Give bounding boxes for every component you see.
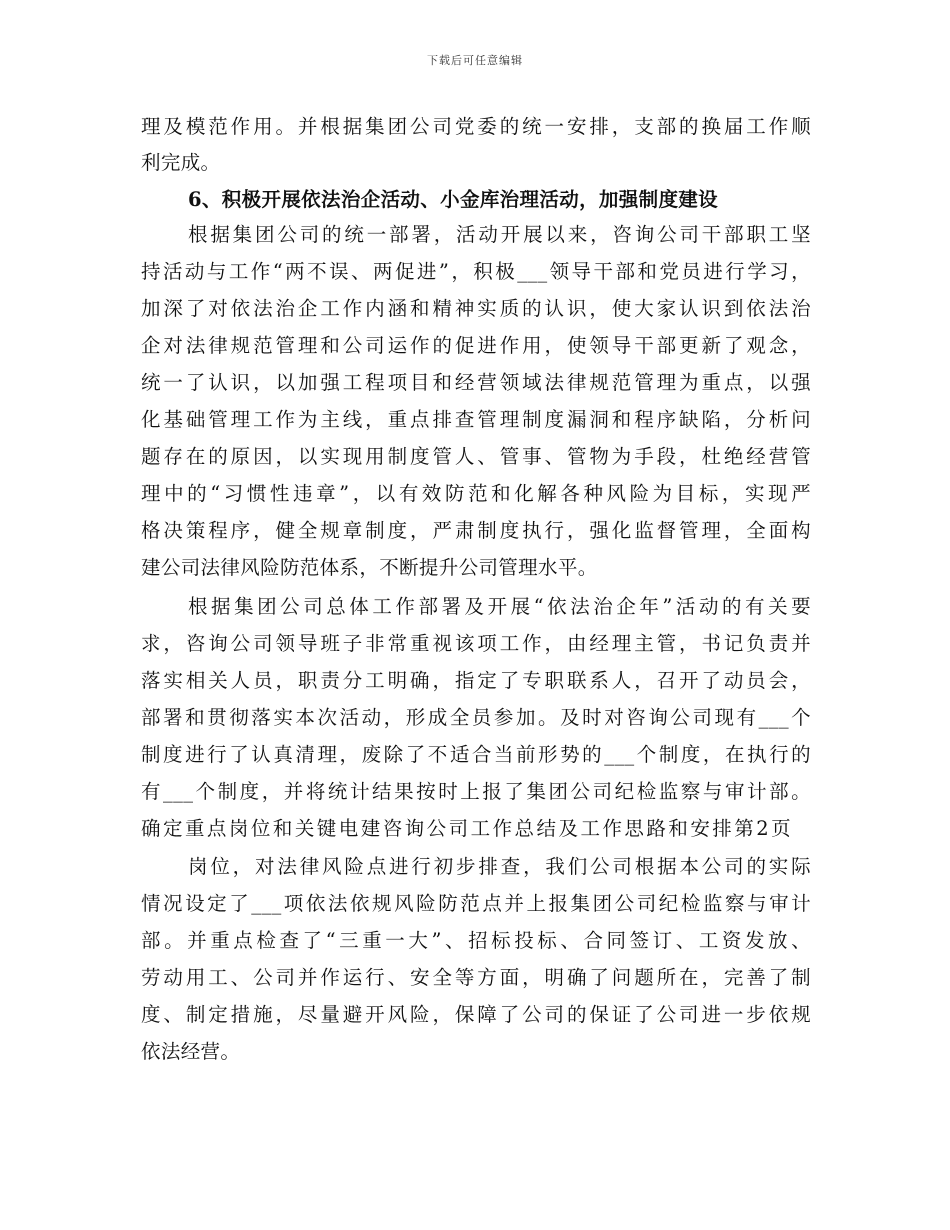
paragraph-line: 制度进行了认真清理，废除了不适合当前形势的___个制度，在执行的 — [141, 743, 811, 766]
paragraph-line: 根据集团公司的统一部署，活动开展以来，咨询公司干部职工坚 — [188, 223, 811, 246]
page-footer-line: 确定重点岗位和关键电建咨询公司工作总结及工作思路和安排第2页 — [141, 817, 791, 840]
paragraph-line: 岗位，对法律风险点进行初步排查，我们公司根据本公司的实际 — [188, 855, 811, 878]
paragraph-line: 有___个制度，并将统计结果按时上报了集团公司纪检监察与审计部。 — [141, 780, 811, 803]
paragraph-line: 格决策程序，健全规章制度，严肃制度执行，强化监督管理，全面构 — [141, 519, 811, 542]
paragraph-line: 理中的“习惯性违章”，以有效防范和化解各种风险为目标，实现严 — [141, 482, 811, 505]
paragraph-line: 题存在的原因，以实现用制度管人、管事、管物为手段，杜绝经营管 — [141, 445, 811, 468]
header-note: 下载后可任意编辑 — [427, 54, 523, 67]
paragraph-line: 持活动与工作“两不误、两促进”，积极___领导干部和党员进行学习， — [141, 260, 811, 283]
paragraph-line: 落实相关人员，职责分工明确，指定了专职联系人，召开了动员会， — [141, 669, 811, 692]
paragraph-line: 求，咨询公司领导班子非常重视该项工作，由经理主管，书记负责并 — [141, 632, 811, 655]
paragraph-line: 加深了对依法治企工作内涵和精神实质的认识，使大家认识到依法治 — [141, 297, 811, 320]
paragraph-line: 部。并重点检查了“三重一大”、招标投标、合同签订、工资发放、 — [141, 929, 811, 952]
section-heading: 6、积极开展依法治企活动、小金库治理活动，加强制度建设 — [188, 188, 719, 211]
paragraph-line: 化基础管理工作为主线，重点排查管理制度漏洞和程序缺陷，分析问 — [141, 408, 811, 431]
paragraph-line: 建公司法律风险防范体系，不断提升公司管理水平。 — [141, 556, 598, 579]
paragraph-line: 统一了认识，以加强工程项目和经营领域法律规范管理为重点，以强 — [141, 371, 811, 394]
paragraph-line: 依法经营。 — [141, 1040, 241, 1063]
paragraph-line: 利完成。 — [141, 151, 221, 174]
paragraph-line: 根据集团公司总体工作部署及开展“依法治企年”活动的有关要 — [188, 595, 811, 618]
paragraph-line: 情况设定了___项依法依规风险防范点并上报集团公司纪检监察与审计 — [141, 892, 811, 915]
paragraph-line: 劳动用工、公司并作运行、安全等方面，明确了问题所在，完善了制 — [141, 966, 811, 989]
paragraph-line: 理及模范作用。并根据集团公司党委的统一安排，支部的换届工作顺 — [141, 115, 811, 138]
paragraph-line: 度、制定措施，尽量避开风险，保障了公司的保证了公司进一步依规 — [141, 1003, 811, 1026]
paragraph-line: 企对法律规范管理和公司运作的促进作用，使领导干部更新了观念， — [141, 334, 811, 357]
paragraph-line: 部署和贯彻落实本次活动，形成全员参加。及时对咨询公司现有___个 — [141, 706, 811, 729]
